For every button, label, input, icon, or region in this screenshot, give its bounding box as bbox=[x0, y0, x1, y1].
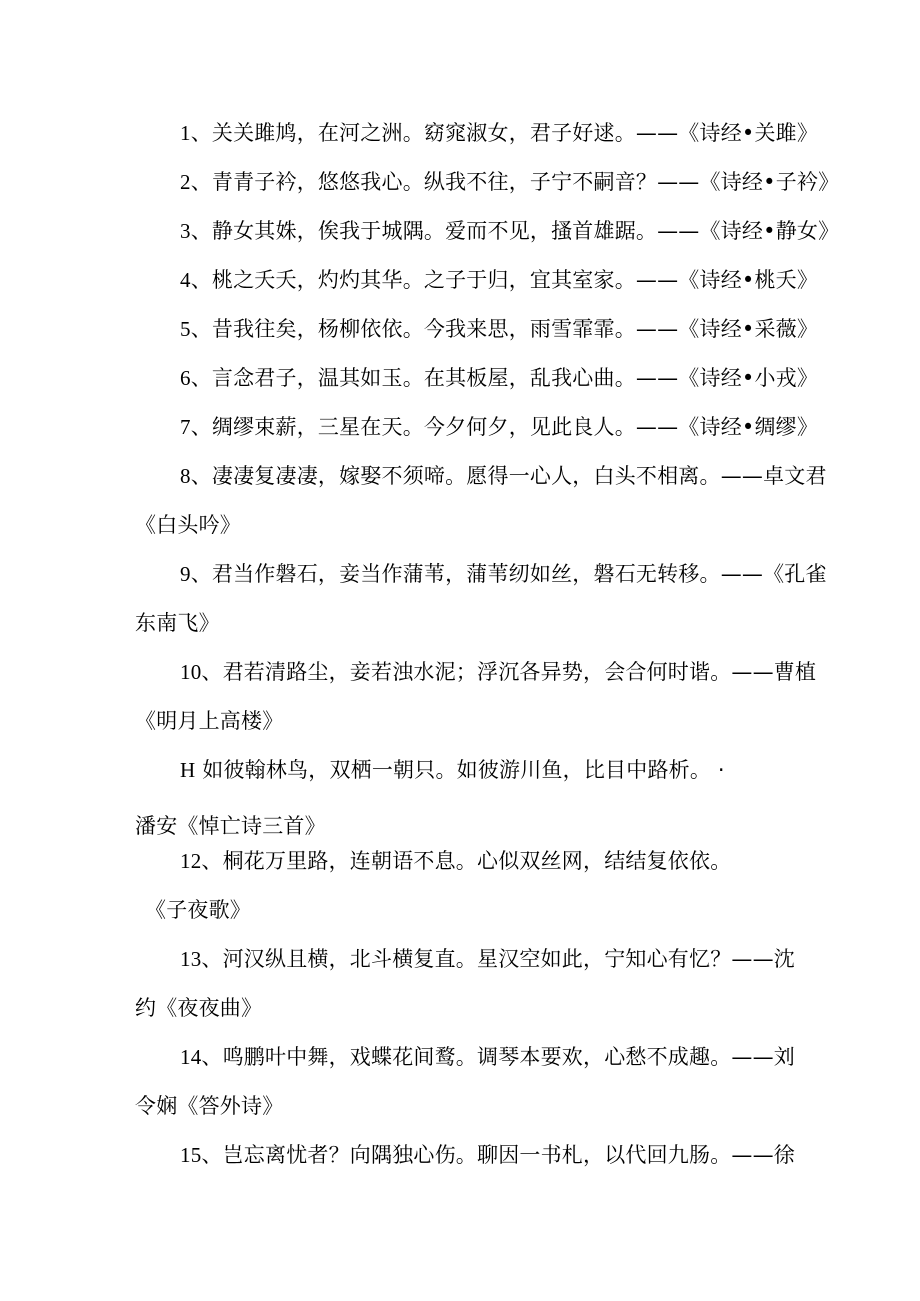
line-number: 9 bbox=[180, 562, 191, 586]
line-text: 、鸣鹏叶中舞，戏蝶花间鹜。调琴本要欢，心愁不成趣。——刘 bbox=[201, 1045, 796, 1069]
line-number: 15 bbox=[180, 1143, 202, 1167]
poem-line-11 bbox=[180, 756, 725, 784]
poem-line-9 bbox=[180, 560, 827, 588]
line-number: 10 bbox=[180, 660, 202, 684]
poem-line-13 bbox=[180, 945, 795, 973]
line-text: 、君当作磐石，妾当作蒲苇，蒲苇纫如丝，磐石无转移。——《孔雀 bbox=[190, 562, 827, 586]
line-number: 1 bbox=[180, 121, 191, 145]
poem-line-10-cont bbox=[135, 707, 283, 735]
line-number: 3 bbox=[180, 219, 191, 243]
line-number: H bbox=[180, 758, 196, 782]
line-number: 6 bbox=[180, 366, 191, 390]
line-text: 、青青子衿，悠悠我心。纵我不往，子宁不嗣音？——《诗经•子衿》 bbox=[190, 170, 840, 194]
poem-line-12-cont bbox=[145, 896, 251, 924]
line-number: 14 bbox=[180, 1045, 202, 1069]
line-text: 、凄凄复凄凄，嫁娶不须啼。愿得一心人，白头不相离。——卓文君 bbox=[190, 464, 827, 488]
line-number: 5 bbox=[180, 317, 191, 341]
poem-line-15 bbox=[180, 1141, 795, 1169]
line-number: 7 bbox=[180, 415, 191, 439]
line-text: 东南飞》 bbox=[135, 611, 220, 635]
line-text: 、桃之夭夭，灼灼其华。之子于归，宜其室家。——《诗经•桃夭》 bbox=[190, 268, 819, 292]
line-text: 《明月上高楼》 bbox=[135, 709, 284, 733]
poem-line-14 bbox=[180, 1043, 795, 1071]
line-text: 如彼翰林鸟，双栖一朝只。如彼游川鱼，比目中路析。 · bbox=[195, 758, 725, 782]
line-text: 、桐花万里路，连朝语不息。心似双丝网，结结复依依。 bbox=[201, 849, 732, 873]
poem-line-4 bbox=[180, 266, 818, 294]
line-text: 令娴《答外诗》 bbox=[135, 1094, 284, 1118]
poem-line-10 bbox=[180, 658, 816, 686]
line-number: 2 bbox=[180, 170, 191, 194]
line-text: 约《夜夜曲》 bbox=[135, 996, 263, 1020]
line-text: 、静女其姝，俟我于城隅。爱而不见，搔首雄踞。——《诗经•静女》 bbox=[190, 219, 840, 243]
poem-line-6 bbox=[180, 364, 818, 392]
poem-line-9-cont bbox=[135, 609, 220, 637]
line-text: 潘安《悼亡诗三首》 bbox=[135, 814, 326, 838]
line-number: 8 bbox=[180, 464, 191, 488]
line-number: 12 bbox=[180, 849, 202, 873]
line-text: 《白头吟》 bbox=[135, 513, 241, 537]
poem-line-13-cont bbox=[135, 994, 262, 1022]
line-number: 4 bbox=[180, 268, 191, 292]
poem-line-2 bbox=[180, 168, 839, 196]
line-text: 、君若清路尘，妾若浊水泥；浮沉各异势，会合何时谐。——曹植 bbox=[201, 660, 817, 684]
line-text: 、昔我往矣，杨柳依依。今我来思，雨雪霏霏。——《诗经•采薇》 bbox=[190, 317, 819, 341]
poem-line-3 bbox=[180, 217, 839, 245]
poem-line-7 bbox=[180, 413, 818, 441]
line-text: 《子夜歌》 bbox=[145, 898, 251, 922]
poem-line-8 bbox=[180, 462, 827, 490]
poem-line-8-cont bbox=[135, 511, 241, 539]
poem-line-1 bbox=[180, 119, 818, 147]
line-text: 、河汉纵且横，北斗横复直。星汉空如此，宁知心有忆？——沈 bbox=[201, 947, 796, 971]
line-text: 、言念君子，温其如玉。在其板屋，乱我心曲。——《诗经•小戎》 bbox=[190, 366, 819, 390]
poem-line-11-cont bbox=[135, 812, 326, 840]
poem-line-12 bbox=[180, 847, 731, 875]
line-number: 13 bbox=[180, 947, 202, 971]
line-text: 、关关雎鸠，在河之洲。窈窕淑女，君子好逑。——《诗经•关雎》 bbox=[190, 121, 819, 145]
line-text: 、岂忘离忧者？向隅独心伤。聊因一书札，以代回九肠。——徐 bbox=[201, 1143, 796, 1167]
poem-line-5 bbox=[180, 315, 818, 343]
poem-line-14-cont bbox=[135, 1092, 283, 1120]
line-text: 、绸缪束薪，三星在天。今夕何夕，见此良人。——《诗经•绸缪》 bbox=[190, 415, 819, 439]
